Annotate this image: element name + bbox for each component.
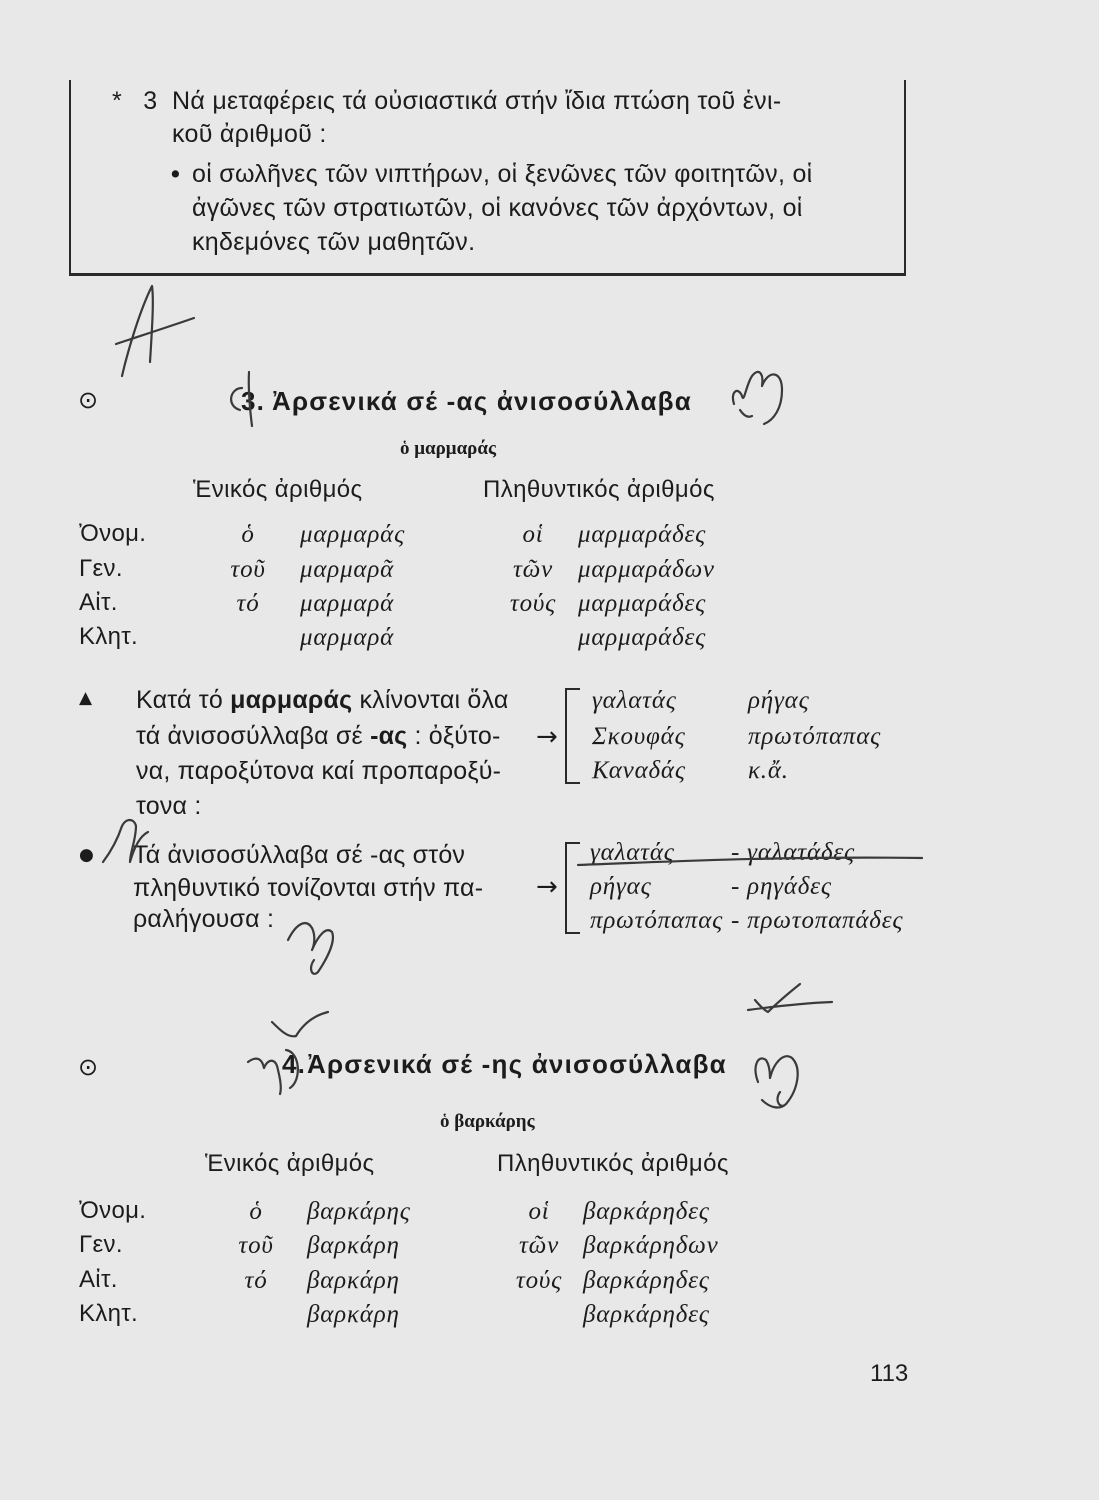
rule-line: τονα : — [136, 792, 202, 820]
case-label: Αἰτ. — [79, 589, 118, 616]
declension-row — [0, 557, 1099, 587]
rule-line: Τά ἀνισοσύλλαβα σέ -ας στόν — [133, 841, 466, 869]
singular-article: ὁ — [249, 1198, 263, 1225]
singular-form: βαρκάρη — [307, 1232, 400, 1259]
handwritten-tick — [272, 1012, 328, 1036]
handwritten-mark — [756, 1056, 798, 1107]
plural-form: βαρκάρηδες — [583, 1301, 710, 1328]
declension-row — [0, 625, 1099, 655]
model-word: ὁ μαρμαράς — [400, 438, 496, 459]
exercise-item-line: κηδεμόνες τῶν μαθητῶν. — [192, 228, 476, 256]
singular-header: Ἑνικός ἀριθμός — [205, 1150, 375, 1177]
arrow-right-icon: → — [536, 872, 558, 902]
singular-form: μαρμαράς — [300, 521, 406, 548]
section-title: Ἀρσενικά σέ -ας ἀνισοσύλλαβα — [272, 386, 692, 416]
bracket — [565, 688, 580, 784]
rule-line: ραλήγουσα : — [133, 905, 275, 933]
plural-article: τούς — [509, 590, 557, 617]
handwritten-mark — [733, 372, 782, 424]
plural-article: τῶν — [518, 1232, 560, 1259]
section-title: Ἀρσενικά σέ -ης ἀνισοσύλλαβα — [307, 1049, 727, 1079]
case-label: Γεν. — [79, 1231, 123, 1258]
exercise-instruction-line: κοῦ ἀριθμοῦ : — [172, 120, 327, 148]
plural-form: βαρκάρηδες — [583, 1198, 710, 1225]
rule-text: τά ἀνισοσύλλαβα σέ — [136, 722, 363, 750]
declension-row — [0, 591, 1099, 621]
example-word: Σκουφάς — [592, 723, 686, 750]
rule-line: πληθυντικό τονίζονται στήν πα- — [133, 874, 484, 902]
section-number: 3. — [241, 386, 266, 416]
singular-article: τό — [236, 590, 260, 617]
singular-article: τοῦ — [238, 1232, 274, 1259]
section-number: 4. — [282, 1049, 307, 1079]
exercise-marker: * 3 — [112, 87, 158, 115]
triangle-icon: ▲ — [79, 688, 93, 708]
bullet-icon: ● — [79, 845, 94, 865]
plural-form: βαρκάρηδες — [583, 1267, 710, 1294]
handwritten-grade-letter — [116, 286, 194, 376]
example-abbreviation: κ.ἄ. — [748, 757, 789, 784]
bracket — [565, 842, 580, 934]
exercise-instruction-line: Νά μεταφέρεις τά οὐσιαστικά στήν ἴδια πτώση τοῦ ἑνι- — [172, 87, 782, 115]
page-number: 113 — [870, 1360, 909, 1387]
bullet-icon: • — [168, 160, 184, 189]
rule-text: : ὀξύτο- — [414, 722, 501, 750]
rule-bold-ending: -ας — [370, 722, 408, 750]
model-word: ὁ βαρκάρης — [440, 1111, 535, 1132]
handwritten-mark — [288, 923, 333, 974]
plural-form: μαρμαράδες — [578, 624, 707, 651]
example-word: πρωτόπαπας — [748, 723, 882, 750]
singular-article: ὁ — [241, 521, 255, 548]
example-word: Καναδάς — [592, 757, 686, 784]
dotted-circle-icon: ⊙ — [78, 1053, 99, 1081]
rule-line: να, παροξύτονα καί προπαροξύ- — [136, 757, 502, 785]
example-plural: - πρωτοπαπάδες — [731, 907, 904, 934]
rule-line — [136, 724, 501, 749]
plural-header: Πληθυντικός ἀριθμός — [483, 476, 715, 503]
exercise-item-line: ἀγῶνες τῶν στρατιωτῶν, οἱ κανόνες τῶν ἀρχόντων, οἱ — [192, 194, 803, 222]
case-label: Κλητ. — [79, 623, 139, 650]
arrow-right-icon: → — [536, 722, 558, 752]
example-word: ρήγας — [748, 687, 810, 714]
plural-article: τούς — [515, 1267, 563, 1294]
example-plural: - ρηγάδες — [731, 873, 832, 900]
singular-form: βαρκάρη — [307, 1267, 400, 1294]
plural-form: μαρμαράδες — [578, 590, 707, 617]
example-singular: γαλατάς — [590, 839, 675, 866]
declension-row — [0, 1268, 1099, 1298]
plural-form: μαρμαράδων — [578, 556, 715, 583]
plural-article: οἱ — [528, 1198, 550, 1225]
case-label: Γεν. — [79, 555, 123, 582]
declension-row — [0, 1302, 1099, 1332]
case-label: Ὀνομ. — [79, 520, 147, 547]
plural-header: Πληθυντικός ἀριθμός — [497, 1150, 729, 1177]
declension-row — [0, 522, 1099, 552]
singular-form: μαρμαρά — [300, 624, 395, 651]
declension-row — [0, 1233, 1099, 1263]
plural-article: τῶν — [512, 556, 554, 583]
handwritten-checkmark — [748, 984, 832, 1012]
singular-form: βαρκάρης — [307, 1198, 411, 1225]
rule-text: Κατά τό — [136, 686, 223, 714]
example-singular: πρωτόπαπας — [590, 907, 724, 934]
rule-line — [136, 688, 509, 713]
singular-form: μαρμαρά — [300, 590, 395, 617]
example-singular: ρήγας — [590, 873, 652, 900]
example-plural: - γαλατάδες — [731, 839, 855, 866]
singular-form: μαρμαρᾶ — [300, 556, 395, 583]
case-label: Ὀνομ. — [79, 1197, 147, 1224]
case-label: Κλητ. — [79, 1300, 139, 1327]
singular-form: βαρκάρη — [307, 1301, 400, 1328]
singular-article: τοῦ — [230, 556, 266, 583]
dotted-circle-icon: ⊙ — [78, 386, 99, 414]
exercise-item-line: οἱ σωλῆνες τῶν νιπτήρων, οἱ ξενῶνες τῶν φοιτητῶν, οἱ — [192, 160, 813, 188]
example-word: γαλατάς — [592, 687, 677, 714]
declension-row — [0, 1199, 1099, 1229]
rule-bold-word: μαρμαράς — [230, 686, 353, 714]
case-label: Αἰτ. — [79, 1266, 118, 1293]
singular-header: Ἑνικός ἀριθμός — [193, 476, 363, 503]
singular-article: τό — [244, 1267, 268, 1294]
plural-form: μαρμαράδες — [578, 521, 707, 548]
plural-article: οἱ — [522, 521, 544, 548]
rule-text: κλίνονται ὅλα — [359, 686, 509, 714]
plural-form: βαρκάρηδων — [583, 1232, 719, 1259]
